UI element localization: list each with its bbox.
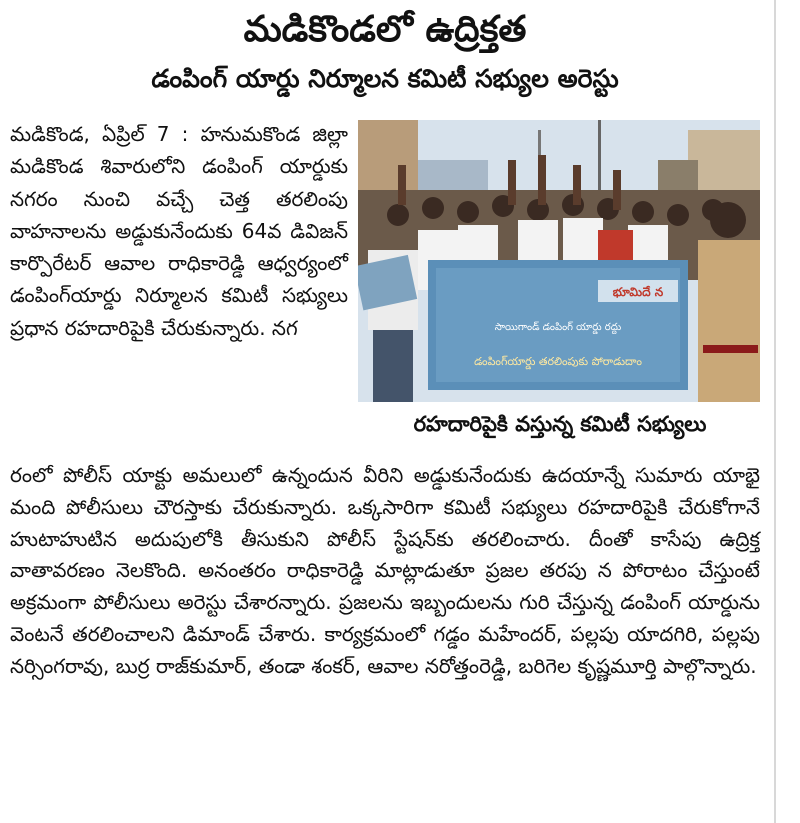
lead-paragraph: మడికొండ, ఏప్రిల్ 7 : హనుమకొండ జిల్లా మడికొండ శివారులోని డంపింగ్ యార్డుకు నగరం నుంచి వచ్చే చెత్త తరలింపు వాహనాలను అడ్డుకునేందుకు 64వ డివిజన్ కార్పొరేటర్ ఆవాల రాధికారెడ్డి ఆధ్వర్యంలో డంపింగ్‌యార్డు నిర్మూలన కమిటీ సభ్యులు ప్రధాన రహదారిపైకి చేరుకున్నారు. నగ <box>10 122 348 340</box>
lead-paragraph-column <box>10 118 348 344</box>
banner-text-3: డంపింగ్‌యార్డు తరలింపుకు పోరాడుదాం <box>474 355 642 368</box>
banner-text-2: సాయిగాండ్ డంపింగ్ యార్డు రద్దు <box>494 322 622 333</box>
body-paragraph: రంలో పోలీస్ యాక్టు అమలులో ఉన్నందున వీరిని అడ్డుకునేందుకు ఉదయాన్నే సుమారు యాభై మంది పోలీసులు చౌరస్తాకు చేరుకున్నారు. ఒక్కసారిగా కమిటీ సభ్యులు రహదారిపైకి చేరుకోగానే హుటాహుటిన అదుపులోకి తీసుకుని పోలీస్ స్టేషన్‌కు తరలించారు. దీంతో కాసేపు ఉద్రిక్త వాతావరణం నెలకొంది. అనంతరం రాధికారెడ్డి మాట్లాడుతూ ప్రజల తరపు న పోరాటం చేస్తుంటే అక్రమంగా పోలీసులు అరెస్టు చేశారన్నారు. ప్రజలను ఇబ్బందులను గురి చేస్తున్న డంపింగ్ యార్డును వెంటనే తరలించాలని డిమాండ్ చేశారు. కార్యక్రమంలో గడ్డం మహేందర్, పల్లపు యాదగిరి, పల్లపు నర్సింగరావు, బుర్ర రాజ్‌కుమార్, తండా శంకర్, ఆవాల నరోత్తంరెడ్డి, బరిగెల కృష్ణమూర్తి పాల్గొన్నారు. <box>10 463 760 678</box>
body-text <box>10 460 760 683</box>
headline: మడికొండలో ఉద్రిక్తత <box>243 9 527 50</box>
column-divider <box>774 0 776 823</box>
protest-photo-illustration <box>358 120 760 402</box>
news-photo <box>358 120 760 402</box>
photo-caption: రహదారిపైకి వస్తున్న కమిటీ సభ్యులు <box>413 412 707 436</box>
banner-text-1: భూమిదే న <box>612 285 664 299</box>
subheadline: డంపింగ్ యార్డు నిర్మూలన కమిటీ సభ్యుల అరెస్టు <box>151 64 619 93</box>
